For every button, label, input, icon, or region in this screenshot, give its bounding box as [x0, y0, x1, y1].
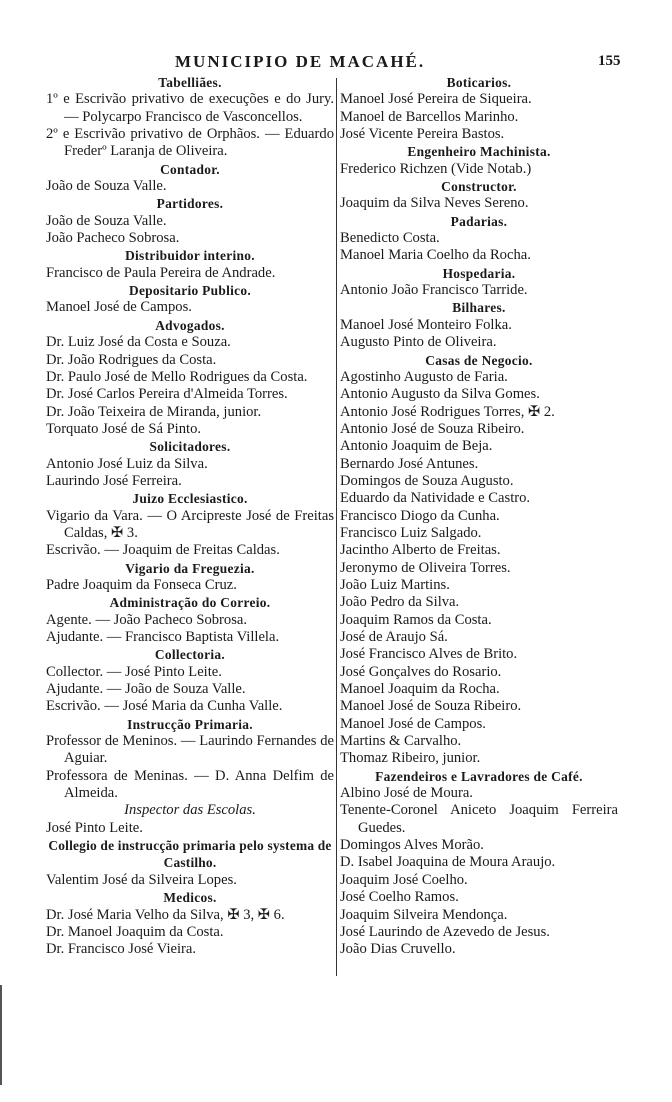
- list-item: Tenente-Coronel Aniceto Joaquim Ferreira Guedes.: [340, 802, 618, 836]
- list-item: Manoel Joaquim da Rocha.: [340, 681, 500, 698]
- list-item: Antonio João Francisco Tarride.: [340, 282, 528, 299]
- column-divider: [336, 78, 337, 976]
- section-heading: Engenheiro Machinista.: [407, 144, 551, 160]
- section-heading: Depositario Publico.: [128, 283, 252, 299]
- list-item: Dr. João Rodrigues da Costa.: [46, 351, 217, 368]
- list-item: Manoel José de Campos.: [46, 299, 192, 316]
- right-column: [340, 74, 618, 959]
- list-item: Joaquim José Coelho.: [340, 871, 468, 888]
- list-item: Ajudante. — João de Souza Valle.: [46, 681, 246, 698]
- list-item: João de Souza Valle.: [46, 212, 167, 229]
- list-item: Dr. João Teixeira de Miranda, junior.: [46, 403, 262, 420]
- section-heading: Vigario da Freguezia.: [125, 560, 255, 576]
- section-heading: Solicitadores.: [149, 439, 231, 455]
- list-item: Jeronymo de Oliveira Torres.: [340, 559, 511, 576]
- list-item: João de Souza Valle.: [46, 178, 167, 195]
- list-item: Dr. José Carlos Pereira d'Almeida Torres.: [46, 386, 288, 403]
- list-item: Jacintho Alberto de Freitas.: [340, 542, 501, 559]
- list-item: Joaquim Silveira Mendonça.: [340, 906, 508, 923]
- list-item: Augusto Pinto de Oliveira.: [340, 334, 497, 351]
- list-item: José Laurindo de Azevedo de Jesus.: [340, 923, 550, 940]
- list-item: Antonio José Rodrigues Torres, ✠ 2.: [340, 403, 555, 420]
- list-item: Manoel José de Campos.: [340, 715, 486, 732]
- list-item: Manoel Maria Coelho da Rocha.: [340, 247, 531, 264]
- section-heading: Fazendeiros e Lavradores de Café.: [375, 768, 583, 784]
- list-item: Professora de Meninas. — D. Anna Delfim de Almeida.: [46, 767, 334, 802]
- list-item: João Pedro da Silva.: [340, 594, 460, 611]
- section-heading: Bilhares.: [452, 300, 506, 316]
- list-item: José Gonçalves do Rosario.: [340, 663, 502, 680]
- list-item: José Vicente Pereira Bastos.: [340, 126, 505, 143]
- list-item: Escrivão. — José Maria da Cunha Valle.: [46, 698, 283, 715]
- list-item: 1º e Escrivão privativo de execuções e do Jury. — Polycarpo Francisco de Vasconcellos.: [46, 91, 334, 125]
- list-item: Agostinho Augusto de Faria.: [340, 368, 508, 385]
- list-item: Francisco de Paula Pereira de Andrade.: [46, 264, 276, 281]
- section-heading: Collegio de instrucção primaria pelo systema de Castilho.: [48, 838, 332, 871]
- list-item: Thomaz Ribeiro, junior.: [340, 750, 481, 767]
- page-number: 155: [598, 53, 621, 69]
- list-item: Joaquim da Silva Neves Sereno.: [340, 195, 529, 212]
- list-item: Padre Joaquim da Fonseca Cruz.: [46, 576, 237, 593]
- section-heading: Padarias.: [450, 213, 508, 229]
- list-item: Antonio José Luiz da Silva.: [46, 455, 208, 472]
- list-item: Manoel de Barcellos Marinho.: [340, 108, 519, 125]
- list-item: Francisco Luiz Salgado.: [340, 524, 482, 541]
- list-item: João Luiz Martins.: [340, 576, 450, 593]
- list-item: Joaquim Ramos da Costa.: [340, 611, 492, 628]
- list-item: Domingos de Souza Augusto.: [340, 472, 514, 489]
- list-item: Escrivão. — Joaquim de Freitas Caldas.: [46, 542, 280, 559]
- list-item: José de Araujo Sá.: [340, 629, 448, 645]
- section-heading: Instrucção Primaria.: [127, 716, 253, 732]
- list-item: Manoel José de Souza Ribeiro.: [340, 698, 522, 715]
- list-item: Agente. — João Pacheco Sobrosa.: [46, 611, 248, 628]
- section-heading: Hospedaria.: [442, 265, 516, 281]
- list-item: Professor de Meninos. — Laurindo Fernandes de Aguiar.: [46, 733, 334, 767]
- section-heading: Juizo Ecclesiastico.: [132, 491, 248, 507]
- list-item: Manoel José Monteiro Folka.: [340, 316, 512, 333]
- list-item: Frederico Richzen (Vide Notab.): [340, 160, 532, 177]
- list-item: Antonio José de Souza Ribeiro.: [340, 420, 525, 437]
- list-item: Dr. Francisco José Vieira.: [46, 941, 197, 958]
- list-item: Vigario da Vara. — O Arcipreste José de Freitas Caldas, ✠ 3.: [46, 507, 334, 541]
- list-item: Valentim José da Silveira Lopes.: [46, 871, 237, 888]
- list-item: José Pinto Leite.: [46, 819, 143, 836]
- list-item: José Francisco Alves de Brito.: [340, 646, 518, 663]
- list-item: Eduardo da Natividade e Castro.: [340, 490, 531, 507]
- section-heading: Medicos.: [163, 890, 217, 906]
- list-item: Bernardo José Antunes.: [340, 455, 479, 472]
- list-item: João Pacheco Sobrosa.: [46, 230, 180, 247]
- section-subheading: Inspector das Escolas.: [124, 802, 256, 819]
- list-item: Collector. — José Pinto Leite.: [46, 663, 222, 680]
- list-item: Torquato José de Sá Pinto.: [46, 420, 202, 437]
- list-item: Francisco Diogo da Cunha.: [340, 507, 500, 524]
- list-item: Manoel José Pereira de Siqueira.: [340, 91, 532, 108]
- list-item: Dr. Paulo José de Mello Rodrigues da Costa.: [46, 368, 308, 385]
- section-heading: Partidores.: [156, 196, 224, 212]
- section-heading: Administração do Correio.: [109, 595, 271, 611]
- list-item: Martins & Carvalho.: [340, 733, 462, 750]
- list-item: Albino José de Moura.: [340, 785, 473, 802]
- list-item: Dr. Manoel Joaquim da Costa.: [46, 923, 224, 940]
- list-item: Antonio Augusto da Silva Gomes.: [340, 386, 540, 403]
- list-item: D. Isabel Joaquina de Moura Araujo.: [340, 854, 556, 871]
- list-item: Antonio Joaquim de Beja.: [340, 438, 493, 455]
- left-column: [46, 74, 334, 959]
- section-heading: Collectoria.: [154, 647, 226, 663]
- list-item: Dr. Luiz José da Costa e Souza.: [46, 334, 231, 351]
- list-item: Laurindo José Ferreira.: [46, 472, 182, 489]
- list-item: 2º e Escrivão privativo de Orphãos. — Eduardo Frederº Laranja de Oliveira.: [46, 126, 334, 160]
- list-item: João Dias Cruvello.: [340, 941, 456, 958]
- section-heading: Tabelliães.: [158, 75, 222, 90]
- section-heading: Casas de Negocio.: [425, 352, 533, 368]
- section-heading: Contador.: [160, 161, 220, 177]
- list-item: Domingos Alves Morão.: [340, 837, 484, 854]
- section-heading: Advogados.: [155, 317, 225, 333]
- section-heading: Distribuidor interino.: [125, 248, 255, 264]
- list-item: José Coelho Ramos.: [340, 889, 459, 906]
- list-item: Ajudante. — Francisco Baptista Villela.: [46, 629, 280, 645]
- page-title: MUNICIPIO DE MACAHÉ.: [175, 52, 426, 71]
- page-edge-mark: [0, 985, 2, 1085]
- section-heading: Constructor.: [441, 179, 517, 195]
- section-heading: Boticarios.: [446, 75, 512, 90]
- list-item: Dr. José Maria Velho da Silva, ✠ 3, ✠ 6.: [46, 906, 285, 923]
- list-item: Benedicto Costa.: [340, 230, 440, 247]
- running-head: [0, 52, 672, 74]
